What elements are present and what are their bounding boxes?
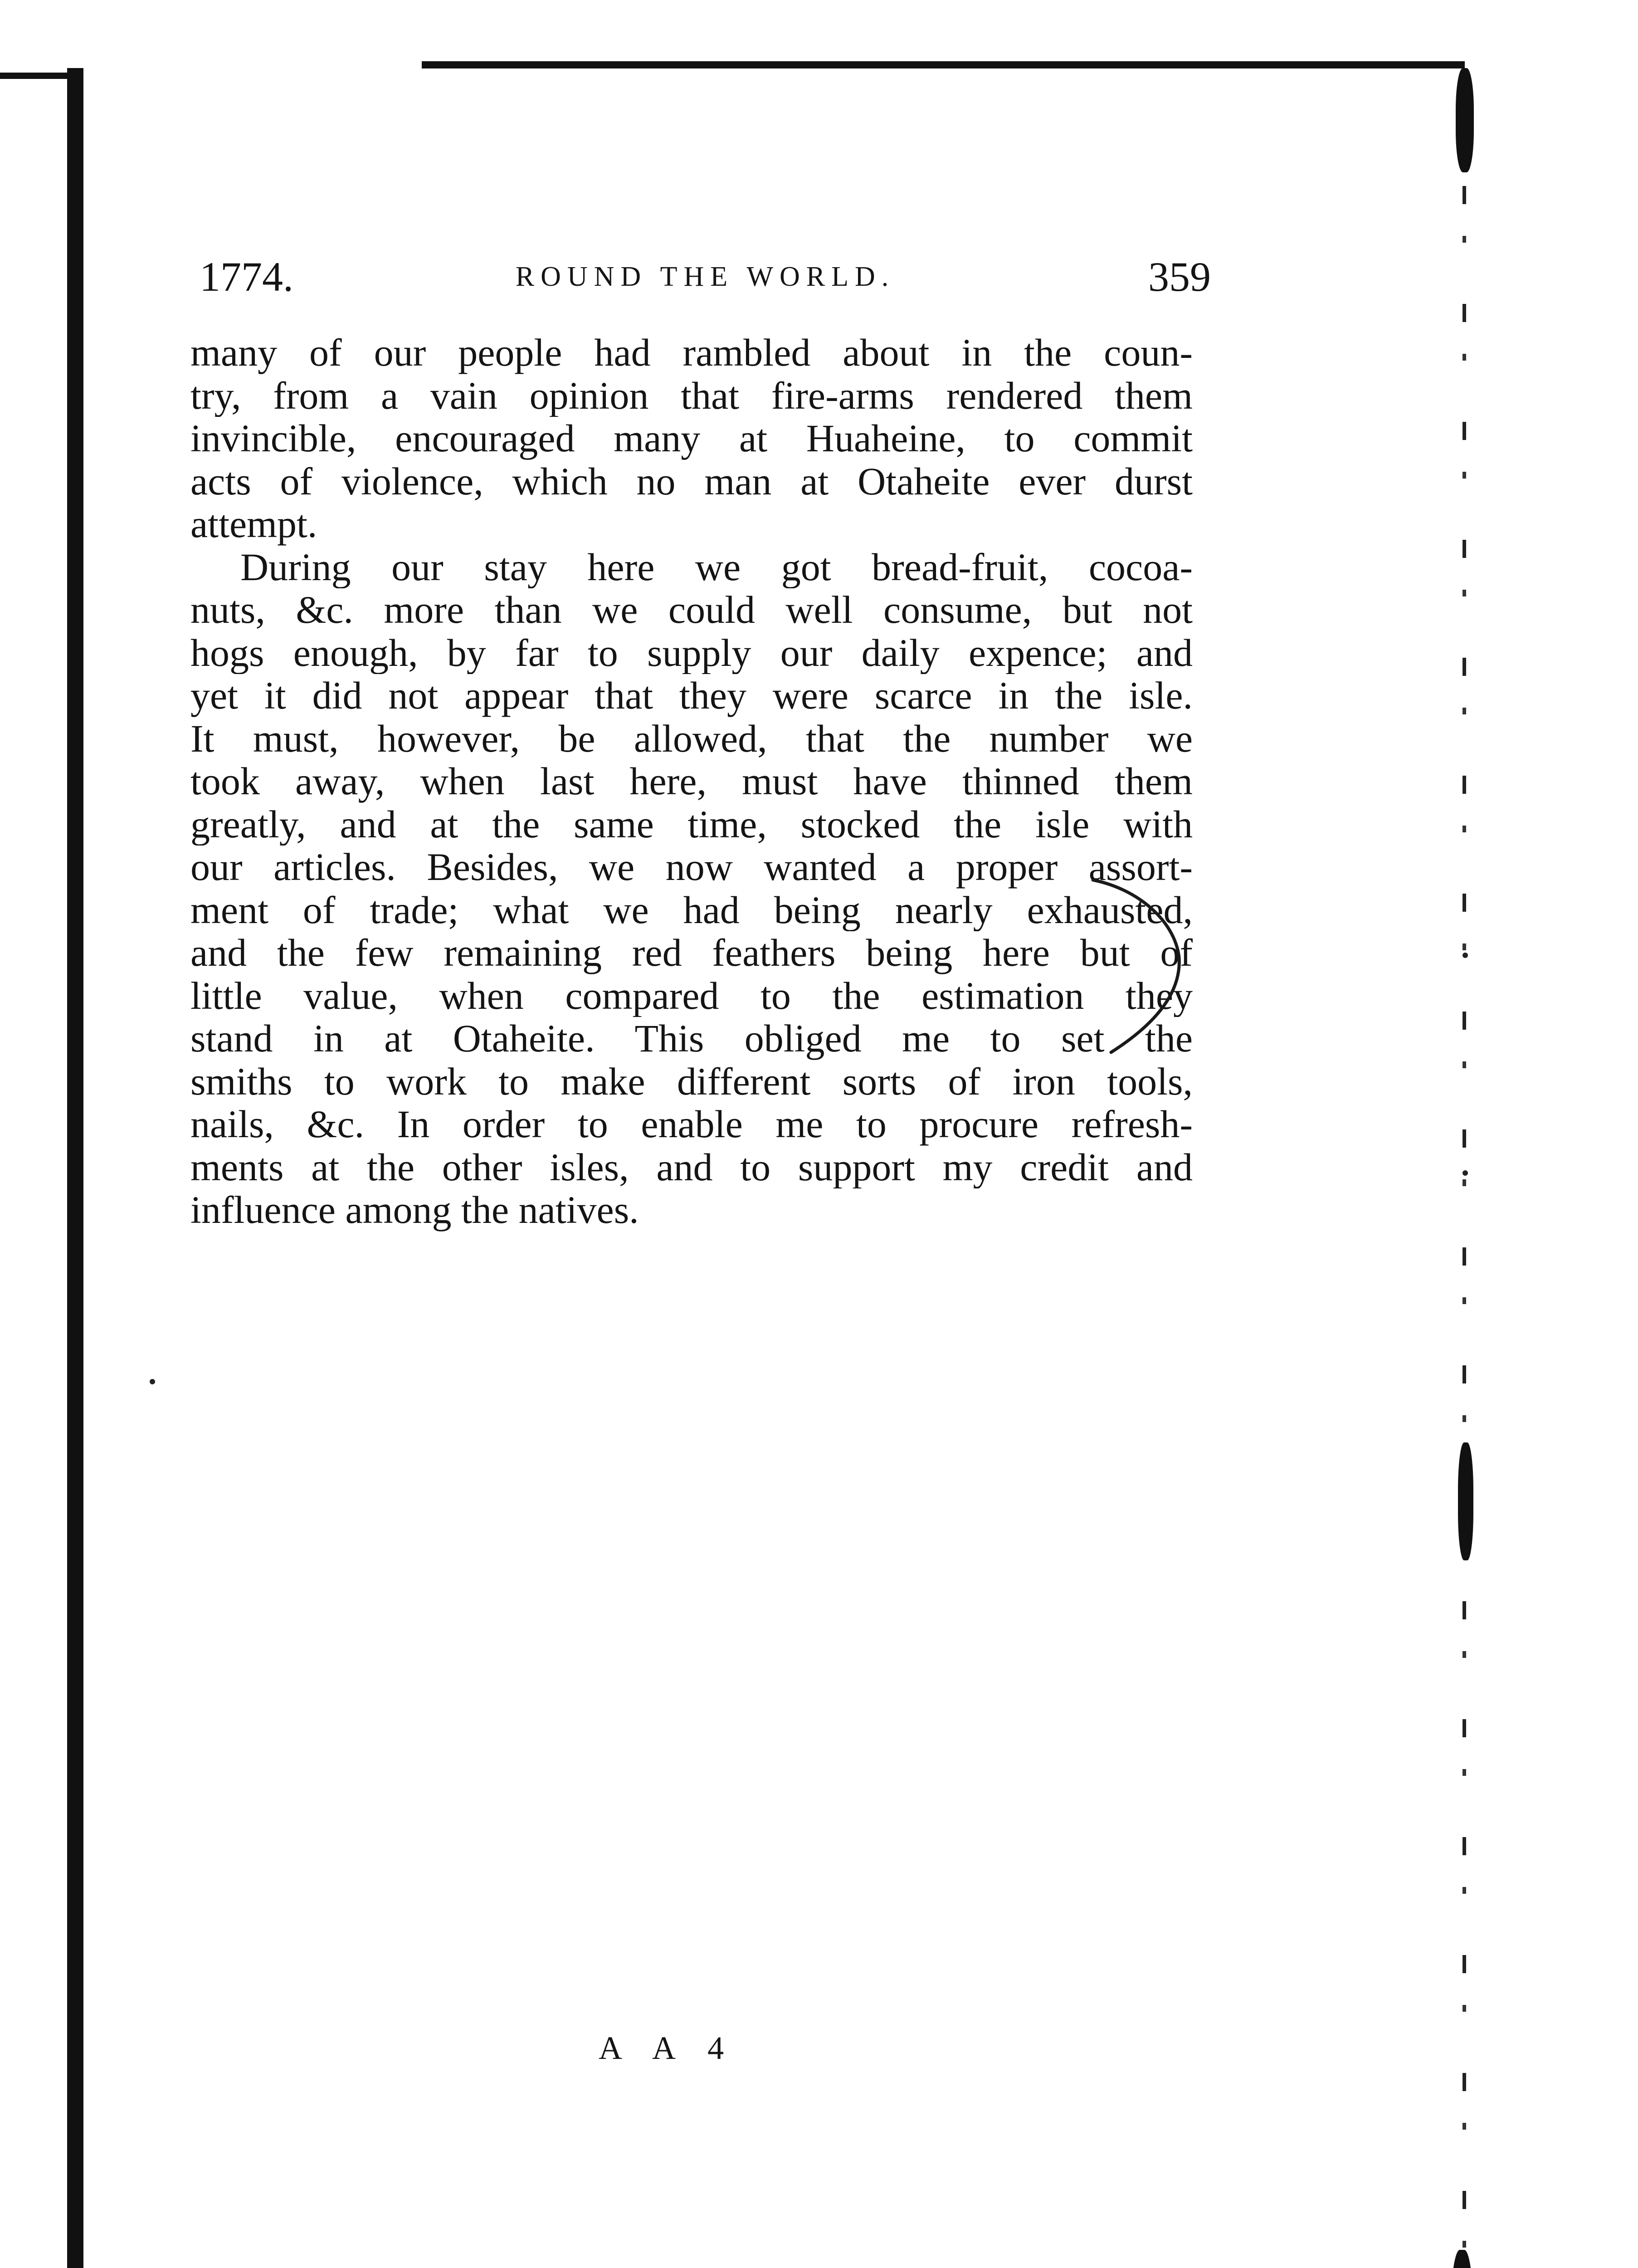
text-line: invincible, encouraged many at Huaheine, to commit	[190, 417, 1193, 460]
body-text	[190, 331, 1193, 1232]
signature-mark: A A 4	[599, 2030, 737, 2066]
page-number: 359	[1148, 254, 1211, 300]
text-line: influence among the natives.	[190, 1188, 639, 1232]
text-line: It must, however, be allowed, that the number we	[190, 717, 1193, 760]
text-line: ment of trade; what we had being nearly exhausted,	[190, 888, 1193, 931]
handwritten-bracket-mark	[1084, 871, 1202, 1061]
text-line: ments at the other isles, and to support my credit and	[190, 1145, 1193, 1188]
text-line: our articles. Besides, we now wanted a proper assort-	[190, 846, 1193, 889]
running-head	[200, 252, 1211, 302]
text-line: attempt.	[190, 503, 317, 546]
text-line: yet it did not appear that they were scarce in the isle.	[190, 674, 1193, 717]
right-page-edge	[1462, 68, 1466, 2268]
text-line: acts of violence, which no man at Otaheite ever durst	[190, 459, 1193, 503]
top-page-edge	[422, 61, 1465, 68]
text-line: stand in at Otaheite. This obliged me to set the	[190, 1017, 1193, 1060]
edge-blot	[1451, 2250, 1473, 2268]
text-line: smiths to work to make different sorts of iron tools,	[190, 1060, 1193, 1103]
edge-blot	[1456, 68, 1474, 172]
text-line: try, from a vain opinion that fire-arms rendered them	[190, 374, 1193, 417]
text-line: little value, when compared to the estimation they	[190, 974, 1193, 1017]
text-line: greatly, and at the same time, stocked the isle with	[190, 802, 1193, 846]
text-line: hogs enough, by far to supply our daily expence; and	[190, 631, 1193, 674]
text-line: took away, when last here, must have thinned them	[190, 760, 1193, 803]
running-head-title: ROUND THE WORLD.	[515, 261, 895, 292]
edge-blot	[1458, 1442, 1473, 1560]
binding-edge	[67, 68, 83, 2268]
text-line: and the few remaining red feathers being here but of	[190, 931, 1193, 974]
scan-speck	[1462, 953, 1468, 958]
running-head-year: 1774.	[200, 254, 293, 300]
text-line: During our stay here we got bread-fruit, cocoa-	[240, 545, 1193, 588]
scan-speck	[150, 1379, 155, 1384]
text-line: many of our people had rambled about in the coun-	[190, 331, 1193, 374]
scan-speck	[1462, 1170, 1468, 1176]
text-line: nails, &c. In order to enable me to procure refresh-	[190, 1103, 1193, 1146]
text-line: nuts, &c. more than we could well consume, but not	[190, 588, 1193, 631]
